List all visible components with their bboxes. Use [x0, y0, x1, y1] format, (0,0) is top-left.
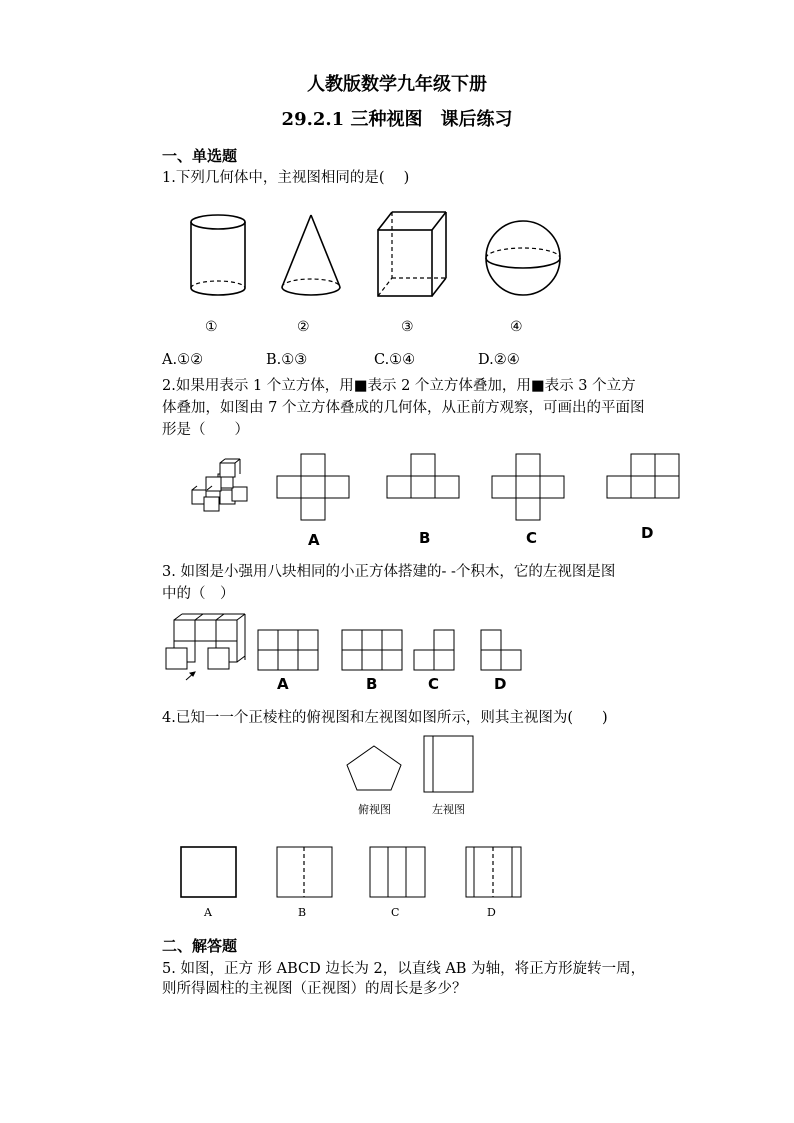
page-title: 人教版数学九年级下册 [307, 74, 487, 95]
q4-option-b-figure [277, 847, 332, 897]
q4-option-d-figure [466, 847, 521, 897]
section-title-single-choice: 一、单选题 [162, 147, 238, 165]
q1-option-a[interactable]: A.①② [162, 352, 204, 368]
q4-top-view-label: 俯视图 [358, 803, 391, 816]
q4-left-view-label: 左视图 [432, 803, 465, 816]
q2-stem-line3: 形是（ ） [162, 422, 249, 438]
q2-stem-line2: 体叠加，如图由 7 个立方体叠成的几何体，从正前方观察，可画出的平面图 [162, 400, 645, 416]
q1-figure-label-3: ③ [401, 319, 414, 335]
q2-stem-line1: 2.如果用表示 1 个立方体，用■表示 2 个立方体叠加，用■表示 3 个立方 [162, 378, 636, 394]
q3-stem-line1: 3. 如图是小强用八块相同的小正方体搭建的- -个积木，它的左视图是图 [162, 564, 616, 580]
q2-option-b-label[interactable]: B [419, 529, 431, 547]
q3-option-a-label[interactable]: A [277, 675, 289, 693]
section-title-answer: 二、解答题 [162, 937, 238, 955]
q4-top-view-pentagon [347, 746, 401, 790]
q4-left-view-figure [424, 736, 473, 792]
q2-option-a-label[interactable]: A [308, 531, 320, 549]
q1-option-d[interactable]: D.②④ [478, 352, 520, 368]
q1-figure-label-1: ① [205, 319, 218, 335]
q2-option-c-label[interactable]: C [526, 529, 538, 547]
q1-figure-label-4: ④ [510, 319, 523, 335]
q4-option-a-figure [181, 847, 236, 897]
q1-figure-label-2: ② [297, 319, 310, 335]
q5-line1: 5. 如图，正方 形 ABCD 边长为 2，以直线 AB 为轴，将正方形旋转一周， [162, 961, 646, 977]
q4-option-c-figure [370, 847, 425, 897]
q4-option-d-label[interactable]: D [487, 906, 496, 919]
q3-stem-line2: 中的（ ） [162, 586, 235, 602]
q1-stem: 1.下列几何体中，主视图相同的是( ) [162, 170, 410, 186]
q1-option-c[interactable]: C.①④ [374, 352, 416, 368]
q5-line2: 则所得圆柱的主视图（正视图）的周长是多少？ [162, 981, 467, 997]
q3-option-b-label[interactable]: B [366, 675, 378, 693]
q3-option-c-label[interactable]: C [428, 675, 440, 693]
q4-option-b-label[interactable]: B [298, 906, 307, 919]
page-subtitle: 29.2.1 三种视图 课后练习 [281, 109, 513, 130]
q2-option-d-label[interactable]: D [641, 524, 654, 542]
q3-option-d-label[interactable]: D [494, 675, 507, 693]
q4-stem: 4.已知一一个正棱柱的俯视图和左视图如图所示，则其主视图为( ) [162, 710, 608, 726]
q4-option-c-label[interactable]: C [391, 906, 400, 919]
q4-option-a-label[interactable]: A [204, 906, 212, 919]
q1-option-b[interactable]: B.①③ [266, 352, 308, 368]
